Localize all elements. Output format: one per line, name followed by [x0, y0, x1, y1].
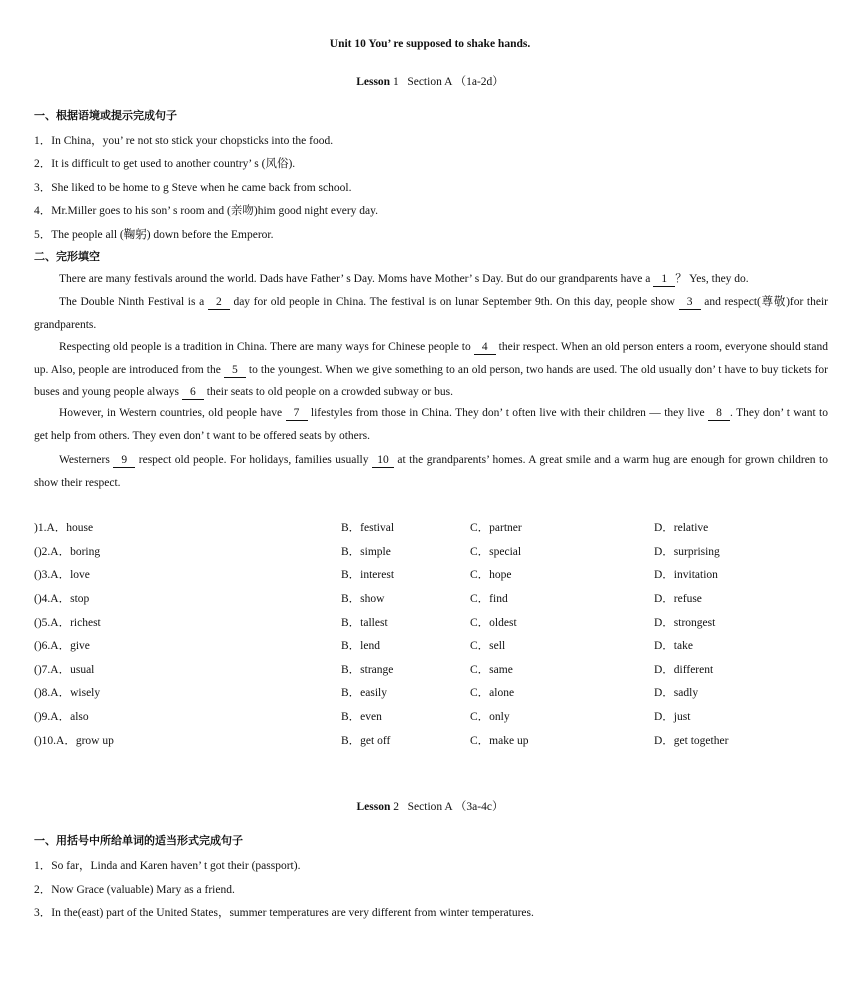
option-d[interactable]: D．strongest [654, 617, 716, 629]
blank-5[interactable]: 5 [224, 364, 246, 378]
option-c[interactable]: C．only [470, 711, 510, 723]
part3-item: 1．So far，Linda and Karen haven’ t got their (passport). [34, 860, 301, 872]
option-a[interactable]: ()4.A．stop [34, 593, 90, 605]
option-d[interactable]: D．sadly [654, 687, 699, 699]
blank-7[interactable]: 7 [286, 407, 308, 421]
blank-9[interactable]: 9 [113, 454, 135, 468]
option-c[interactable]: C．same [470, 664, 513, 676]
part3-item: 2．Now Grace (valuable) Mary as a friend. [34, 884, 235, 896]
cloze-paragraph-3: Respecting old people is a tradition in China. There are many ways for Chinese people to 4 their respect. When an old person enters a room, everyone should stand up. Also, people are introduced from the 5 to the youngest. When we give something to an old person, two hands are used. The old usually don’ t have to buy tickets for buses and young people always 6 their seats to old people on a crowded subway or bus. [34, 341, 828, 398]
option-row [34, 614, 834, 630]
part1-item: 4．Mr.Miller goes to his son’ s room and (亲吻)him good night every day. [34, 205, 379, 217]
option-row [34, 637, 834, 653]
cloze-paragraph-5: Westerners 9 respect old people. For holidays, families usually 10 at the grandparents’ homes. A great smile and a warm hug are enough for grown children to show their respect. [34, 454, 828, 489]
option-row [34, 732, 834, 748]
option-b[interactable]: B．show [341, 593, 385, 605]
option-d[interactable]: D．surprising [654, 546, 720, 558]
option-a[interactable]: ()3.A．love [34, 569, 90, 581]
option-c[interactable]: C．alone [470, 687, 515, 699]
option-d[interactable]: D．relative [654, 522, 709, 534]
cloze-paragraph-1: There are many festivals around the world. Dads have Father’ s Day. Moms have Mother’ s Day. But do our grandparents have a 1 ？ Yes, they do. [59, 273, 749, 285]
part2-heading: 二、完形填空 [34, 250, 100, 263]
option-a[interactable]: ()8.A．wisely [34, 687, 101, 699]
option-a[interactable]: ()5.A．richest [34, 617, 101, 629]
option-b[interactable]: B．easily [341, 687, 387, 699]
option-c[interactable]: C．oldest [470, 617, 517, 629]
option-c[interactable]: C．partner [470, 522, 522, 534]
option-b[interactable]: B．simple [341, 546, 391, 558]
option-a[interactable]: ()10.A．grow up [34, 735, 114, 747]
option-c[interactable]: C．find [470, 593, 508, 605]
blank-6[interactable]: 6 [182, 386, 204, 400]
cloze-paragraph-4: However, in Western countries, old people have 7 lifestyles from those in China. They don’ t often live with their children — they live 8 . They don’ t want to get help from others. They even don’ t want to be offered seats by others. [34, 407, 828, 442]
option-c[interactable]: C．special [470, 546, 522, 558]
blank-3[interactable]: 3 [679, 296, 701, 310]
option-row [34, 661, 834, 677]
option-b[interactable]: B．festival [341, 522, 395, 534]
part1-item: 3．She liked to be home to g Steve when he came back from school. [34, 182, 352, 194]
option-b[interactable]: B．get off [341, 735, 391, 747]
option-c[interactable]: C．hope [470, 569, 512, 581]
option-d[interactable]: D．refuse [654, 593, 702, 605]
option-a[interactable]: ()2.A．boring [34, 546, 101, 558]
part3-heading: 一、用括号中所给单词的适当形式完成句子 [34, 834, 243, 847]
option-row [34, 590, 834, 606]
blank-10[interactable]: 10 [372, 454, 394, 468]
blank-1[interactable]: 1 [653, 273, 675, 287]
part3-item: 3．In the(east) part of the United States，summer temperatures are very different from winter temperatures. [34, 907, 534, 919]
lesson1-title: Lesson 1 Section A （1a-2d） [356, 76, 504, 88]
option-row [34, 519, 834, 535]
option-b[interactable]: B．tallest [341, 617, 388, 629]
blank-2[interactable]: 2 [208, 296, 230, 310]
option-c[interactable]: C．sell [470, 640, 506, 652]
option-b[interactable]: B．strange [341, 664, 394, 676]
option-d[interactable]: D．just [654, 711, 691, 723]
option-a[interactable]: )1.A．house [34, 522, 94, 534]
option-row [34, 566, 834, 582]
blank-8[interactable]: 8 [708, 407, 730, 421]
option-a[interactable]: ()6.A．give [34, 640, 90, 652]
option-d[interactable]: D．different [654, 664, 714, 676]
part1-item: 2．It is difficult to get used to another country’ s (风俗). [34, 158, 296, 170]
option-b[interactable]: B．interest [341, 569, 395, 581]
lesson2-title: Lesson 2 Section A （3a-4c） [356, 801, 504, 813]
blank-4[interactable]: 4 [474, 341, 496, 355]
option-a[interactable]: ()7.A．usual [34, 664, 95, 676]
option-c[interactable]: C．make up [470, 735, 529, 747]
option-b[interactable]: B．even [341, 711, 382, 723]
option-row [34, 543, 834, 559]
option-row [34, 684, 834, 700]
option-a[interactable]: ()9.A．also [34, 711, 89, 723]
option-d[interactable]: D．invitation [654, 569, 718, 581]
unit-title: Unit 10 You’ re supposed to shake hands. [329, 38, 531, 50]
part1-item: 1．In China，you’ re not sto stick your chopsticks into the food. [34, 135, 334, 147]
cloze-paragraph-2: The Double Ninth Festival is a 2 day for old people in China. The festival is on lunar September 9th. On this day, people show 3 and respect(尊敬)for their grandparents. [34, 296, 828, 331]
option-b[interactable]: B．lend [341, 640, 380, 652]
option-d[interactable]: D．get together [654, 735, 729, 747]
option-row [34, 708, 834, 724]
part1-item: 5．The people all (鞠躬) down before the Emperor. [34, 229, 274, 241]
part1-heading: 一、根据语境或提示完成句子 [34, 109, 177, 122]
option-d[interactable]: D．take [654, 640, 693, 652]
